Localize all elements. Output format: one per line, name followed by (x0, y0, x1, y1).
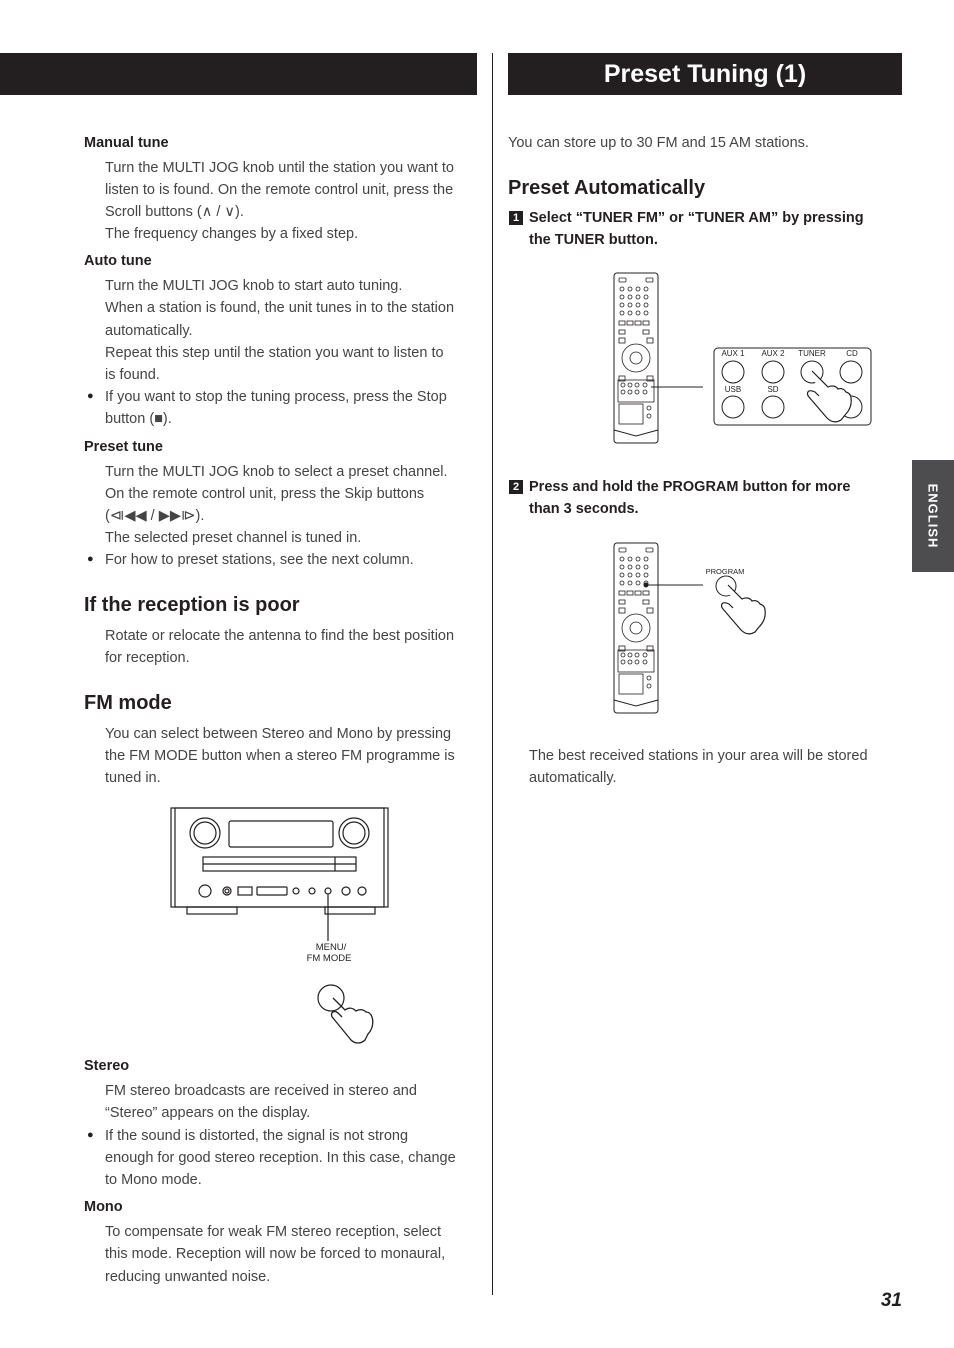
cd-label: CD (846, 349, 858, 358)
language-tab (912, 460, 954, 572)
page-title: Preset Tuning (1) (603, 60, 807, 88)
preset-automatically-heading: Preset Automatically (508, 177, 706, 199)
mono-line-3: reducing unwanted noise. (105, 1269, 271, 1285)
reception-line-2: for reception. (105, 650, 190, 666)
stereo-bullet-line-3: to Mono mode. (105, 1172, 202, 1188)
auto-tune-bullet-line-2: button (■). (105, 411, 172, 427)
step-2-line-2: than 3 seconds. (529, 501, 639, 517)
step-2-number: 2 (509, 480, 523, 494)
stereo-bullet-line-2: enough for good stereo reception. In this case, change (105, 1150, 456, 1166)
remote-tuner-illustration (605, 268, 885, 448)
program-label: PROGRAM (705, 567, 745, 576)
aux1-label: AUX 1 (721, 349, 745, 358)
auto-tune-line-1: Turn the MULTI JOG knob to start auto tuning. (105, 278, 403, 294)
menu-label: MENU/ (315, 942, 347, 953)
left-header-band (0, 53, 477, 95)
mono-line-1: To compensate for weak FM stereo reception, select (105, 1224, 442, 1240)
receiver-illustration (165, 800, 400, 1045)
reception-line-1: Rotate or relocate the antenna to find the best position (105, 628, 455, 644)
bullet-dot: ● (87, 390, 94, 402)
fm-mode-heading: FM mode (84, 692, 172, 714)
right-header-band (508, 53, 902, 95)
preset-tune-bullet: For how to preset stations, see the next column. (105, 552, 414, 568)
column-divider (492, 53, 493, 1295)
auto-tune-line-5: is found. (105, 367, 160, 383)
preset-tune-line-3: (⧏◀◀ / ▶▶⧐). (105, 508, 205, 524)
manual-tune-line-4: The frequency changes by a fixed step. (105, 226, 359, 242)
aux2-label: AUX 2 (761, 349, 785, 358)
sd-label: SD (767, 385, 779, 394)
outro-line-1: The best received stations in your area will be stored (529, 748, 868, 764)
manual-tune-line-1: Turn the MULTI JOG knob until the station you want to (105, 160, 454, 176)
fm-mode-label: FM MODE (306, 953, 352, 964)
stereo-heading: Stereo (84, 1058, 130, 1074)
manual-tune-line-2: listen to is found. On the remote control unit, press the (105, 182, 454, 198)
preset-tune-line-2: On the remote control unit, press the Skip buttons (105, 486, 425, 502)
page-number: 31 (880, 1290, 902, 1311)
mono-line-2: this mode. Reception will now be forced to monaural, (105, 1246, 446, 1262)
mono-heading: Mono (84, 1199, 123, 1215)
step-1-line-2: the TUNER button. (529, 232, 658, 248)
remote-program-illustration (605, 538, 795, 718)
preset-tune-heading: Preset tune (84, 439, 163, 455)
auto-tune-bullet-line-1: If you want to stop the tuning process, press the Stop (105, 389, 447, 405)
manual-tune-heading: Manual tune (84, 135, 169, 151)
fm-mode-line-1: You can select between Stereo and Mono by pressing (105, 726, 452, 742)
language-tab-label: ENGLISH (925, 483, 941, 549)
fm-mode-line-2: the FM MODE button when a stereo FM programme is (105, 748, 455, 764)
usb-label: USB (724, 385, 742, 394)
bullet-dot: ● (87, 553, 94, 565)
fm-mode-line-3: tuned in. (105, 770, 161, 786)
auto-tune-line-2: When a station is found, the unit tunes in to the station (105, 300, 455, 316)
preset-tune-line-4: The selected preset channel is tuned in. (105, 530, 362, 546)
manual-tune-line-3: Scroll buttons (∧ / ∨). (105, 204, 244, 220)
intro-text: You can store up to 30 FM and 15 AM stations. (508, 135, 809, 151)
outro-line-2: automatically. (529, 770, 617, 786)
stereo-line-1: FM stereo broadcasts are received in stereo and (105, 1083, 417, 1099)
reception-heading: If the reception is poor (84, 594, 300, 616)
auto-tune-line-4: Repeat this step until the station you want to listen to (105, 345, 444, 361)
preset-tune-line-1: Turn the MULTI JOG knob to select a preset channel. (105, 464, 448, 480)
step-1-line-1: Select “TUNER FM” or “TUNER AM” by pressing (529, 210, 864, 226)
stereo-line-2: “Stereo” appears on the display. (105, 1105, 311, 1121)
step-2-line-1: Press and hold the PROGRAM button for more (529, 479, 851, 495)
stereo-bullet-line-1: If the sound is distorted, the signal is not strong (105, 1128, 409, 1144)
step-1-number: 1 (509, 211, 523, 225)
auto-tune-line-3: automatically. (105, 323, 193, 339)
auto-tune-heading: Auto tune (84, 253, 152, 269)
bullet-dot: ● (87, 1129, 94, 1141)
tuner-label: TUNER (798, 349, 826, 358)
